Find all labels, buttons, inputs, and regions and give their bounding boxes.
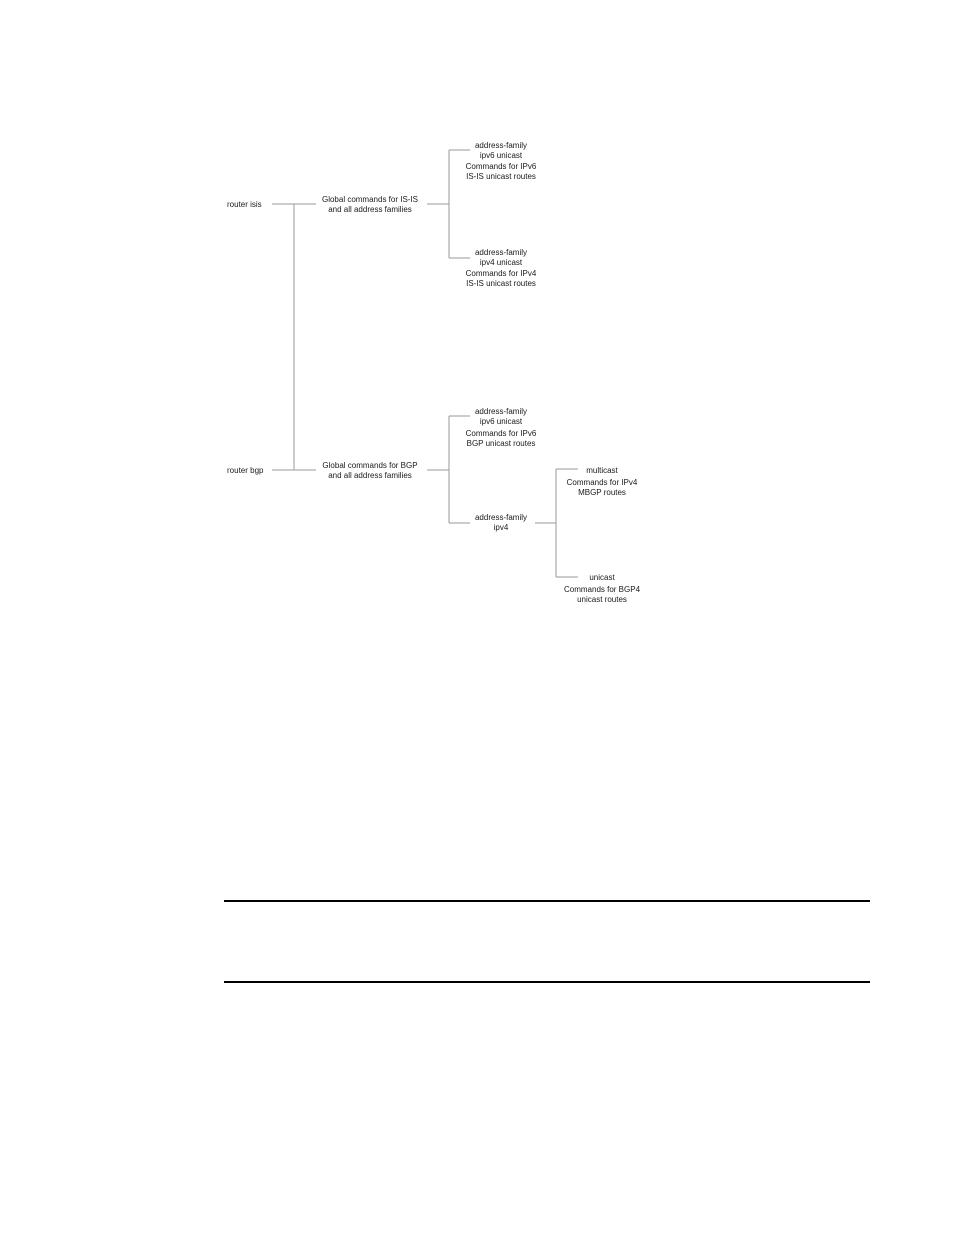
node-label: ipv4 [493, 523, 509, 532]
node-global-bgp [322, 461, 417, 480]
node-label: and all address families [328, 471, 412, 480]
connector-lines [272, 150, 578, 577]
node-description: unicast routes [577, 595, 627, 604]
node-label: unicast [589, 573, 615, 582]
node-description: BGP unicast routes [466, 439, 536, 448]
node-label: and all address families [328, 205, 412, 214]
node-label: address-family [474, 513, 528, 522]
node-description: Commands for IPv4 [566, 478, 638, 487]
node-description: Commands for IPv6 [465, 429, 537, 438]
node-label: multicast [586, 466, 618, 475]
node-router-isis: router isis [227, 200, 262, 209]
node-description: Commands for IPv4 [465, 269, 537, 278]
node-label: address-family [474, 141, 528, 150]
node-isis-af-ipv6-unicast [466, 141, 537, 181]
node-global-isis [322, 195, 418, 214]
node-label: ipv6 unicast [479, 417, 523, 426]
node-label: ipv6 unicast [479, 151, 523, 160]
node-description: IS-IS unicast routes [466, 279, 536, 288]
node-label: Global commands for IS-IS [321, 195, 419, 204]
node-isis-af-ipv4-unicast [466, 248, 537, 288]
node-bgp-af-ipv4 [475, 513, 527, 532]
node-label: ipv4 unicast [479, 258, 523, 267]
node-label: address-family [474, 407, 528, 416]
node-description: MBGP routes [578, 488, 626, 497]
node-unicast [564, 573, 641, 604]
node-router-bgp: router bgp [227, 466, 264, 475]
note-bottom-rule [224, 981, 870, 983]
node-description: Commands for IPv6 [465, 162, 537, 171]
node-bgp-af-ipv6-unicast [466, 407, 537, 448]
node-description: IS-IS unicast routes [466, 172, 536, 181]
note-top-rule [224, 900, 870, 902]
node-multicast [567, 466, 638, 497]
node-label: Global commands for BGP [322, 461, 418, 470]
node-label: address-family [474, 248, 528, 257]
node-description: Commands for BGP4 [563, 585, 641, 594]
